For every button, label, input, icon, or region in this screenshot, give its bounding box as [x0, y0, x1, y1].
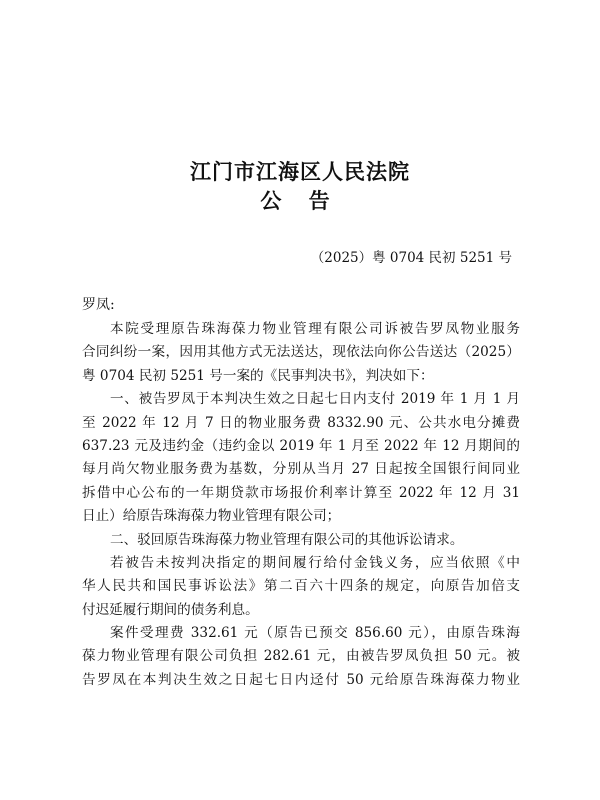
- body-line: 二、驳回原告珠海葆力物业管理有限公司的其他诉讼请求。: [110, 531, 464, 548]
- notice-body: [82, 318, 520, 692]
- body-line: 至 2022 年 12 月 7 日的物业服务费 8332.90 元、公共水电分摊费: [82, 414, 520, 431]
- body-line: 华人民共和国民事诉讼法》第二百六十四条的规定，向原告加倍支: [82, 578, 520, 595]
- body-line: 若被告未按判决指定的期间履行给付金钱义务，应当依照《中: [110, 554, 520, 571]
- body-line: 案件受理费 332.61 元（原告已预交 856.60 元），由原告珠海: [110, 625, 520, 642]
- body-line: 告罗凤在本判决生效之日起七日内迳付 50 元给原告珠海葆力物业: [82, 671, 520, 688]
- addressee: 罗凤:: [82, 297, 115, 313]
- body-line: 拆借中心公布的一年期贷款市场报价利率计算至 2022 年 12 月 31: [82, 484, 520, 501]
- body-line: 一、被告罗凤于本判决生效之日起七日内支付 2019 年 1 月 1 月: [110, 391, 520, 408]
- court-name: 江门市江海区人民法院: [190, 159, 410, 184]
- document-type-title: 公 告: [260, 188, 340, 213]
- body-line: 付迟延履行期间的债务利息。: [82, 601, 259, 618]
- body-line: 合同纠纷一案，因用其他方式无法送达，现依法向你公告送达（2025）: [82, 344, 520, 361]
- body-line: 葆力物业管理有限公司负担 282.61 元，由被告罗凤负担 50 元。被: [82, 648, 520, 665]
- case-number: （2025）粤 0704 民初 5251 号: [310, 250, 512, 266]
- body-line: 粤 0704 民初 5251 号一案的《民事判决书》，判决如下：: [82, 367, 434, 384]
- body-line: 637.23 元及违约金（违约金以 2019 年 1 月至 2022 年 12 月期间的: [82, 437, 520, 454]
- body-line: 本院受理原告珠海葆力物业管理有限公司诉被告罗凤物业服务: [110, 321, 520, 337]
- body-line: 每月尚欠物业服务费为基数，分别从当月 27 日起按全国银行间同业: [82, 461, 520, 478]
- body-line: 日止）给原告珠海葆力物业管理有限公司；: [82, 508, 341, 525]
